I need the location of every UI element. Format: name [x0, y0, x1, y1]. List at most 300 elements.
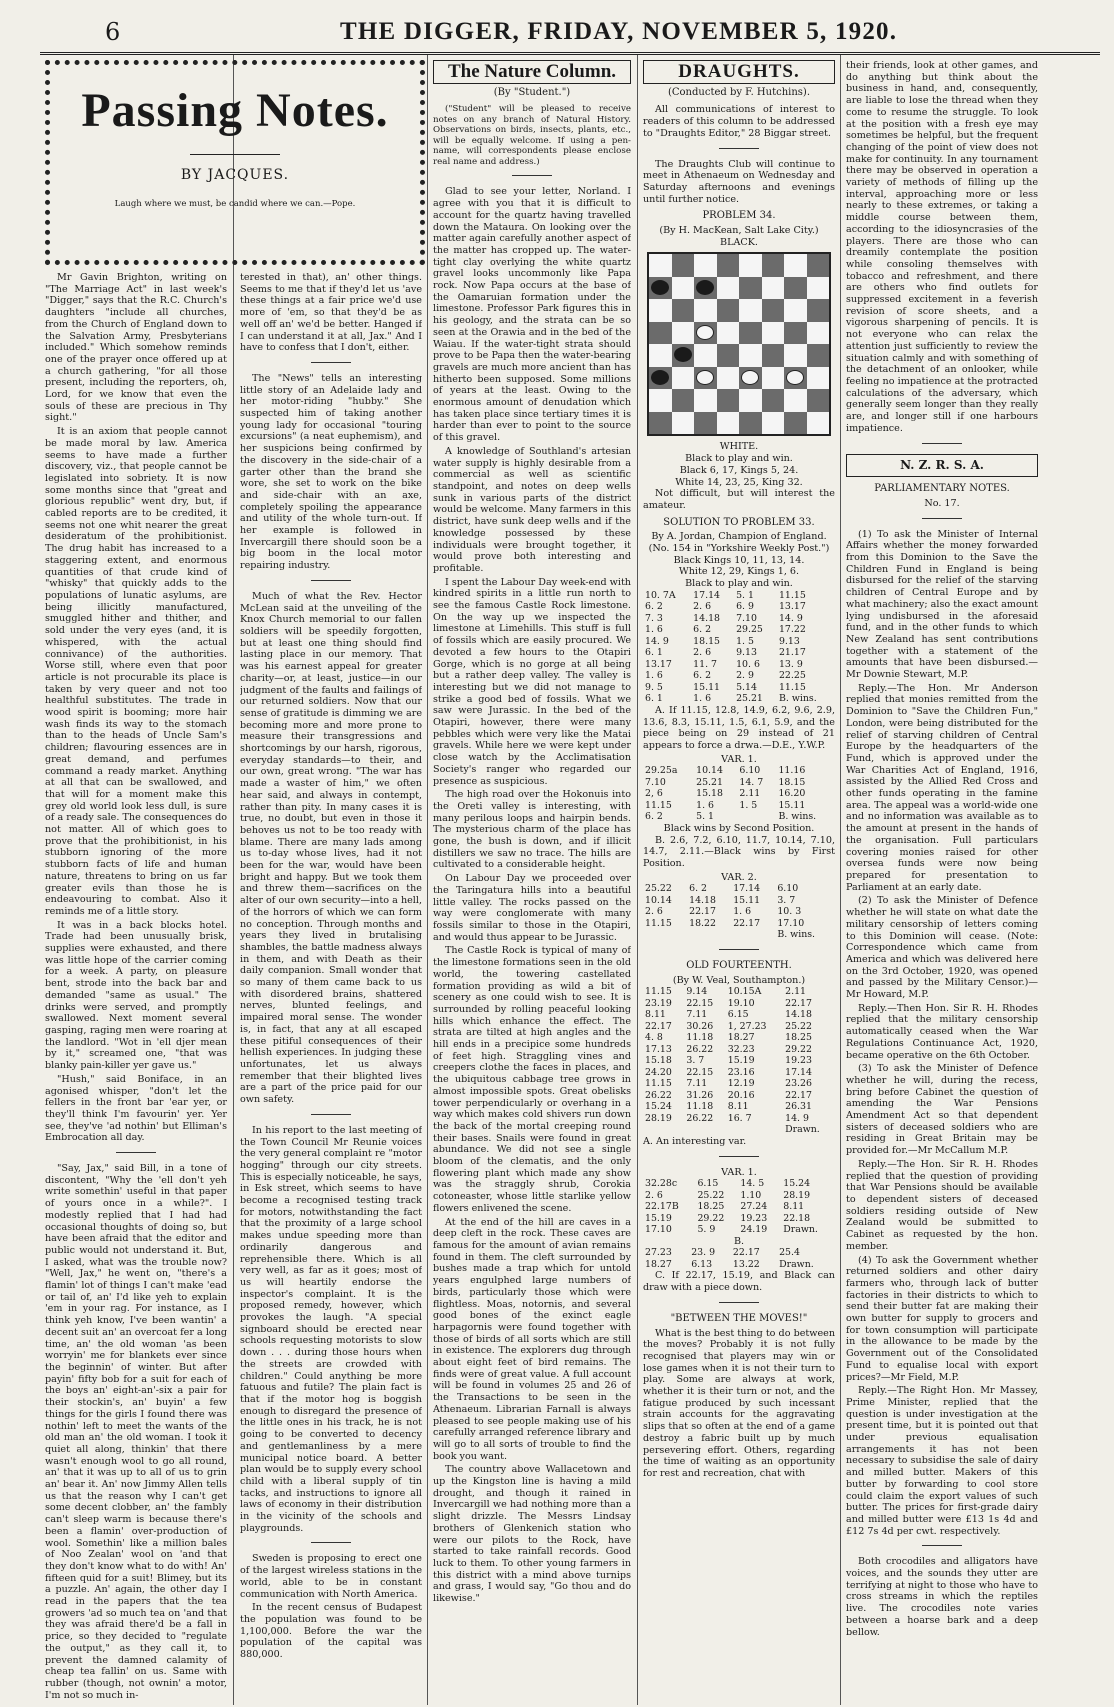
move-cell: 13.22	[732, 1258, 760, 1270]
board-square-10	[717, 299, 740, 322]
column-rule	[840, 55, 841, 1705]
variation-title: VAR. 1.	[721, 753, 757, 765]
moves-row	[643, 1113, 835, 1125]
article-paragraph: Reply.—The Hon. Sir R. H. Rhodes replied that the question of providing that War Pensions should be available to dependent sisters of deceased soldiers residing outside of New Zealand would be submitted to Cabinet as requested by the hon. member.	[846, 1158, 1038, 1252]
article-paragraph: (2) To ask the Minister of Defence whether he will state on what date the military censorship of letters coming to this Dominion will cease. (Note: Correspondence which came from America and which was delivered here on the 3rd October, 1920, was opened and passed by the Military Censor.)—Mr Howard, M.P.	[846, 895, 1038, 1001]
board-square-light	[649, 254, 672, 277]
move-cell: 22.17	[785, 1089, 812, 1101]
white-piece	[741, 370, 759, 385]
move-cell: 11. 7	[693, 658, 718, 670]
move-cell: 24.19	[740, 1224, 768, 1236]
solution-title: SOLUTION TO PROBLEM 33.	[663, 516, 815, 528]
moves-row	[643, 1090, 835, 1102]
moves-row	[643, 1044, 835, 1056]
moves-row	[643, 1178, 835, 1190]
move-cell: 6. 9	[736, 601, 754, 613]
board-square-21	[649, 367, 672, 390]
board-square-light	[762, 367, 785, 390]
move-cell: 1. 5	[736, 635, 754, 647]
move-cell: 13. 9	[778, 658, 803, 670]
white-piece	[696, 370, 714, 385]
column-rule	[427, 55, 428, 1705]
board-square-light	[762, 412, 785, 435]
moves-row	[643, 682, 835, 694]
board-square-5	[649, 277, 672, 300]
moves-table	[643, 765, 835, 823]
board-square-light	[649, 389, 672, 412]
move-cell: 15.11	[693, 681, 720, 693]
move-cell: 11.15	[778, 681, 806, 693]
solution-line: Black Kings 10, 11, 13, 14.	[673, 554, 805, 566]
move-cell: 6. 1	[645, 693, 663, 705]
move-cell: 17.10	[645, 1224, 672, 1236]
move-cell: 10.14	[696, 765, 723, 777]
article-paragraph: In his report to the last meeting of the Town Council Mr Reunie voices the very general complaint re "motor hogging" through our city streets. This is especially noticeable, he says, in Esk street, which seems to have become a recognised testing track for motors, notwithstanding the fact that the proximity of a large school makes undue speeding more than ordinarily dangerous and reprehensible there. Which is all very well, as far as it goes; most of us will heartily endorse the inspector's complaint. It is the proposed remedy, however, which provokes the laugh. "A special signboard should be erected near schools requesting motorists to slow down . . . during those hours when the streets are crowded with children." Could anything be more fatuous and futile? The plain fact is that if the motor hog is boggish enough to disregard the presence of the little ones in his track, he is not going to be converted to decency and gentlemanliness by a mere municipal notice board. A better plan would be to supply every school child with a liberal supply of tin tacks, and instructions to ignore all laws of economy in their distribution in the vicinity of the schools and playgrounds.	[240, 1124, 422, 1534]
draughts-club: The Draughts Club will continue to meet in Athenaeum on Wednesday and Saturday afternoons and evenings until further notice.	[643, 158, 835, 205]
move-cell: 15.24	[783, 1178, 811, 1190]
move-cell: 8.11	[645, 1009, 666, 1021]
board-square-light	[694, 344, 717, 367]
moves-table	[643, 986, 835, 1136]
move-cell: 8.11	[783, 1201, 805, 1213]
move-cell: 10. 6	[736, 658, 760, 670]
move-cell: Drawn.	[783, 1224, 818, 1236]
solution-line: White 12, 29, Kings 1, 6.	[678, 566, 800, 578]
move-cell: 15.18	[645, 1055, 672, 1067]
moves-row	[643, 601, 835, 613]
board-square-light	[717, 367, 740, 390]
move-cell: 15.19	[727, 1055, 755, 1067]
move-cell: 7.10	[736, 612, 757, 624]
move-cell: 4. 8	[645, 1032, 663, 1044]
board-square-2	[717, 254, 740, 277]
move-cell: 10.15A	[727, 986, 762, 998]
article-paragraph: Mr Gavin Brighton, writing on "The Marriage Act" in last week's "Digger," says that the R.C. Church's daughters "include all churches, from the Church of England down to the Salvation Army, Presbyterians included." Which somehow reminds one of the prayer once offered up at a church gathering, "for all those present, including the reporters, oh, Lord, for we know that even the souls of these are precious in Thy sight."	[45, 272, 227, 424]
move-cell: 7.11	[686, 1078, 708, 1090]
moves-row	[643, 929, 835, 941]
moves-table	[643, 883, 835, 941]
masthead	[40, 12, 1100, 55]
move-cell: 3. 7	[777, 894, 796, 906]
passing-notes-column-1	[45, 272, 227, 1702]
move-cell: 15.18	[696, 788, 723, 800]
moves-row	[643, 590, 835, 602]
move-cell: 11.18	[686, 1032, 714, 1044]
divider	[922, 443, 962, 444]
black-piece	[696, 280, 714, 295]
article-paragraph: Reply.—The Hon. Mr Anderson replied that monies remitted from the Dominion to "Save the Children Fun," London, were being distributed for the relief of starving children of Central Europe by the headquarters of the Fund, which is approved under the War Charities Act of England, 1916, assisted by the Allied Red Cross and other funds operating in the famine area. The appeal was a world-wide one and no information was available as to the amount at present in the hands of the organisation. Full particulars covering monies raised for other oversea funds were now being prepared for presentation to Parliament at an early date.	[846, 682, 1038, 893]
divider	[311, 1542, 351, 1543]
moves-row	[643, 693, 835, 705]
article-paragraph: It was in a back blocks hotel. Trade had been unusually brisk, supplies were exhausted, and there was little hope of the carrier coming for a week. A party, on pleasure bent, strode into the back bar and demanded "same as usual." The drinks were served, and promptly swallowed. Next moment several gasping, raging men were roaring at the landlord. "Wot in 'ell djer mean by it," screamed one, "that was blanky pain-killer yer gave us."	[45, 919, 227, 1072]
move-cell: 15.24	[645, 1101, 672, 1113]
move-cell: 17.14	[733, 883, 761, 895]
nature-column	[433, 60, 631, 1705]
move-cell: 8.11	[727, 1101, 749, 1113]
move-cell: 11.15	[645, 917, 672, 929]
board-square-light	[717, 277, 740, 300]
draughts-board	[647, 252, 831, 436]
between-title: "BETWEEN THE MOVES!"	[670, 1312, 808, 1324]
move-cell: 29.22	[697, 1212, 725, 1224]
board-square-light	[694, 299, 717, 322]
move-cell: 11.18	[686, 1101, 714, 1113]
move-cell: 30.26	[686, 1020, 714, 1032]
move-cell: 17.22	[778, 624, 806, 636]
move-cell: 7. 3	[645, 612, 663, 624]
move-cell: 22.17	[645, 1020, 672, 1032]
moves-row	[643, 624, 835, 636]
move-cell: 2. 6	[645, 1189, 663, 1201]
nzrsa-heading: N. Z. R. S. A.	[846, 454, 1038, 478]
article-paragraph: The country above Wallacetown and up the Kingston line is having a mild drought, and though it rained in Invercargill we had nothing more than a slight drizzle. The Messrs Lindsay brothers of Glenkenich station who were our pilots to the Rock, have started to take rainfall records. Good luck to them. To other young farmers in this district with a mind above turnips and grass, I would say, "Go thou and do likewise."	[433, 1464, 631, 1605]
passing-notes-title: Passing Notes.	[81, 84, 389, 137]
move-cell: 3. 7	[686, 1055, 705, 1067]
draughts-column	[643, 60, 835, 1705]
board-square-12	[807, 299, 830, 322]
draughts-note: B. 2.6, 7.2, 6.10, 11.7, 10.14, 7.10, 14.7, 2.11.—Black wins by First Position.	[643, 834, 835, 869]
divider	[719, 1156, 759, 1157]
article-paragraph: Glad to see your letter, Norland. I agree with you that it is difficult to account for the quartz having travelled down the Mataura. On looking over the matter again carefully another aspect of the matter has cropped up. The water-tight clay overlying the white quartz gravel looks uncommonly like Papa rock. Now Papa occurs at the base of the Oamaruian formation under the limestone. Professor Park figures this in his geology, and the strata can be so seen at the Orawia and in the bed of the Waiau. If the water-tight strata should prove to be Papa then the water-bearing gravels are much more ancient than has hitherto been supposed. Some millions of years at the least. Owing to the enormous amount of denudation which has taken place since tertiary times it is harder than ever to point to the source of this gravel.	[433, 186, 631, 444]
moves-row	[643, 765, 835, 777]
move-cell: 1. 6	[645, 670, 663, 682]
parliamentary-number: No. 17.	[924, 497, 960, 509]
moves-table	[643, 1178, 835, 1236]
divider	[512, 175, 552, 176]
divider	[922, 1545, 962, 1546]
article-paragraph: terested in that), an' other things. Seems to me that if they'd let us 'ave these things at a fair price we'd use more of 'em, so that they'd be as well off an' we'd be better. Hanged if I can understand it at all, Jax." And I have to confess that I don't, either.	[240, 272, 422, 354]
move-cell: 9.13	[778, 635, 800, 647]
article-paragraph: Both crocodiles and alligators have voices, and the sounds they utter are terrifying at night to those who have to cross streams in which the reptiles live. The crocodiles note varies between a hoarse bark and a deep bellow.	[846, 1556, 1038, 1638]
move-cell: 18.27	[645, 1258, 672, 1270]
move-cell: 11.15	[778, 589, 806, 601]
problem-title: PROBLEM 34.	[702, 210, 776, 222]
move-cell: 18.22	[689, 917, 716, 929]
problem-byline: (By H. MacKean, Salt Lake City.)	[659, 225, 819, 237]
nature-title: The Nature Column.	[447, 61, 617, 82]
article-paragraph: In the recent census of Budapest the population was found to be 1,100,000. Before the war the population of the capital was 880,000.	[240, 1602, 422, 1661]
move-cell: 9.13	[736, 647, 757, 659]
move-cell: 10. 3	[777, 906, 802, 918]
board-square-16	[784, 322, 807, 345]
move-cell: 20.16	[727, 1089, 755, 1101]
move-cell: 6.15	[697, 1178, 719, 1190]
moves-row	[643, 613, 835, 625]
board-square-light	[739, 254, 762, 277]
move-cell: 9.14	[686, 986, 708, 998]
move-cell	[726, 1124, 783, 1136]
move-cell: 17.14	[785, 1066, 812, 1078]
passing-notes-motto: Laugh where we must, be candid where we can.—Pope.	[114, 199, 356, 209]
move-cell: 15.11	[778, 799, 806, 811]
black-piece	[651, 280, 669, 295]
move-cell: 1, 27.23	[727, 1020, 767, 1032]
article-paragraph: (4) To ask the Government whether returned soldiers and other dairy farmers who, through lack of butter factories in their districts to which to send their butter fat are making their own butter for supply to grocers and for town consumption will participate in the allowance to be made by the Government out of the Consolidated Fund to equalise local with export prices?—Mr Field, M.P.	[846, 1254, 1038, 1383]
fourteenth-title: OLD FOURTEENTH.	[686, 959, 792, 971]
divider	[311, 1114, 351, 1115]
divider	[311, 580, 351, 581]
draughts-note: A. An interesting var.	[643, 1135, 747, 1147]
article-paragraph: Reply.—The Right Hon. Mr Massey, Prime Minister, replied that the question is under investigation at the present time, but it is pointed out that under previous equalisation arrangements it has not been necessary to subsidise the sale of dairy and milled butter. Makers of this butter by forwarding to cool store could claim the export values of such butter. The prices for first-grade dairy and milled butter were £13 1s 4d and £12 7s 4d per cwt. respectively.	[846, 1385, 1038, 1537]
moves-table	[643, 1247, 835, 1270]
move-cell: 6. 1	[645, 647, 663, 659]
move-cell: 32.23	[727, 1043, 755, 1055]
moves-row	[643, 659, 835, 671]
move-cell: 17.10	[777, 917, 805, 929]
draughts-note: C. If 22.17, 15.19, and Black can draw with a piece down.	[643, 1270, 835, 1294]
white-piece	[696, 325, 714, 340]
passing-notes-byline: BY JACQUES.	[180, 167, 290, 183]
move-cell: 2. 6	[645, 906, 663, 918]
moves-row	[643, 1259, 835, 1271]
nature-heading-box	[433, 60, 631, 84]
board-square-27	[762, 389, 785, 412]
move-cell: 22.17	[785, 997, 812, 1009]
move-cell: 22.25	[778, 670, 806, 682]
draughts-title: DRAUGHTS.	[678, 61, 800, 82]
variation-note: Black wins by Second Position.	[663, 822, 815, 834]
board-square-24	[784, 367, 807, 390]
move-cell: 14. 9	[645, 635, 669, 647]
move-cell: 18.25	[697, 1201, 725, 1213]
move-cell: 13.17	[645, 658, 672, 670]
move-cell: B. wins.	[778, 811, 817, 823]
board-square-30	[694, 412, 717, 435]
move-cell: 1. 5	[739, 799, 758, 811]
move-cell: 29.25	[736, 624, 763, 636]
moves-table	[643, 590, 835, 705]
move-cell: 24.20	[645, 1066, 672, 1078]
move-cell: 19.23	[740, 1212, 768, 1224]
move-cell: 10. 7A	[645, 589, 676, 601]
divider	[719, 949, 759, 950]
moves-row	[643, 986, 835, 998]
variation-title: B.	[733, 1235, 745, 1247]
move-cell: 17.14	[693, 589, 720, 601]
move-cell: 2. 6	[693, 647, 712, 659]
page-number: 6	[105, 18, 121, 46]
divider	[311, 362, 351, 363]
solution-line: (No. 154 in "Yorkshire Weekly Post.")	[648, 543, 830, 555]
moves-row	[643, 1224, 835, 1236]
board-square-light	[807, 277, 830, 300]
move-cell: 31.26	[686, 1089, 714, 1101]
board-square-14	[694, 322, 717, 345]
position-line: Black 6, 17, Kings 5, 24.	[679, 464, 799, 476]
moves-row	[643, 1190, 835, 1202]
move-cell: 11.15	[645, 799, 672, 811]
article-paragraph: At the end of the hill are caves in a deep cleft in the rock. These caves are famous for the amount of avian remains found in them. The cleft surrounded by bushes made a trap which for untold years engulphed large numbers of birds, particularly those which were flightless. Moas, notornis, and several good bones of the exinct eagle harpagornis were found together with those of birds of all sorts which are still in existence. The explorers dug through about eight feet of bird remains. The finds were of great value. A full account will be found in volumes 25 and 26 of the Transactions to be seen in the Athenaeum. Librarian Farnall is always pleased to see people making use of his carefully arranged reference library and will go to all sorts of trouble to find the book you want.	[433, 1216, 631, 1462]
article-paragraph: The "News" tells an interesting little story of an Adelaide lady and her motor-riding "hubby." She suspected him of taking another young lady for occasional "touring excursions" (a neat euphemism), and her suspicions being confirmed by the discovery in the side-chair of a garter other than the brand she wore, she set to work on the bike and side-chair with an axe, completely spoiling the appearance and utility of the whole turn-out. If her example is followed in Invercargill there should soon be a big boom in the local motor repairing industry.	[240, 372, 422, 572]
move-cell: 19.10	[727, 997, 755, 1009]
board-square-light	[807, 322, 830, 345]
board-square-8	[784, 277, 807, 300]
board-square-light	[739, 389, 762, 412]
moves-row	[643, 1067, 835, 1079]
board-square-light	[672, 277, 695, 300]
move-cell	[687, 929, 731, 941]
nature-byline: (By "Student.")	[493, 86, 571, 98]
board-square-light	[739, 344, 762, 367]
variation-title: VAR. 1.	[721, 1166, 757, 1178]
article-paragraph: Much of what the Rev. Hector McLean said at the unveiling of the Knox Church memorial to our fallen soldiers will be speedily forgotten, but at least one thing should find lasting place in our memory. That was his earnest appeal for greater charity—or, at least, justice—in our judgment of the faults and failings of our returned soldiers. Now that our sense of gratitude is dimming we are becoming more and more prone to measure their transgressions and shortcomings by our harsh, rigorous, everyday standards—to their, and our own, great wrong. "The war has made a waster of him," we often hear said, and always in contempt, rather than pity. In many cases it is true, no doubt, but even in those it behoves us not to be too ready with blame. There are many lads among us to-day whose lives, had it not been for the war, would have been bright and happy. But we took them and threw them—sacrifices on the alter of our own security—into a hell, of the horrors of which we can form no conception. Through months and years they lived in brutalising shambles, the battle madness always in them, and with Death as their daily companion. Small wonder that so many of them came back to us with disordered brains, shattered nerves, blunted feelings, and impaired moral sense. The wonder is, in fact, that any at all escaped these pitiful consequences of their hellish experiences. In judging these unfortunates, let us always remember that their blighted lives are a part of the price paid for our own safety.	[240, 590, 422, 1106]
column-rule	[637, 55, 638, 1705]
move-cell: 2. 9	[736, 670, 754, 682]
passing-notes-header	[45, 60, 425, 265]
move-cell: 26.22	[645, 1089, 672, 1101]
black-label: BLACK.	[720, 236, 758, 248]
board-square-32	[784, 412, 807, 435]
move-cell: 18.27	[727, 1032, 755, 1044]
draughts-byline: (Conducted by F. Hutchins).	[667, 86, 810, 98]
move-cell: 22.15	[686, 997, 714, 1009]
move-cell: 2.11	[739, 788, 761, 800]
board-square-light	[649, 299, 672, 322]
position-line: White 14, 23, 25, King 32.	[675, 476, 803, 488]
move-cell: 19.23	[785, 1055, 812, 1067]
move-cell: 2.11	[785, 986, 806, 998]
board-square-26	[717, 389, 740, 412]
move-cell: 13.17	[778, 601, 806, 613]
black-piece	[651, 370, 669, 385]
move-cell: 25.22	[785, 1020, 812, 1032]
moves-row	[643, 1124, 835, 1136]
moves-row	[643, 906, 835, 918]
move-cell: 5. 1	[736, 589, 754, 601]
article-paragraph: The Castle Rock is typical of many of the limestone formations seen in the old world, the towering castellated formation providing as wild a bit of scenery as one could wish to see. It is surrounded by rolling peaceful looking hills which enhance the effect. The strata are tilted at high angles and the hill ends in a precipice some hundreds of feet high. Straggling vines and creepers clothe the faces in places, and the ubiquitous cabbage tree grows in almost impossible spots. Great obelisks tower perpendicularly or overhang in a way which makes cold shivers run down the back of the mortal creeping round their bases. Snails were found in great abundance. We did not see a single bloom of the clematis, and the only flowering plant which made any show was the straggly shrub, Corokia cotoneaster, whose little starlike yellow flowers enlivened the scene.	[433, 945, 631, 1214]
board-square-light	[807, 367, 830, 390]
passing-notes-column-2	[240, 272, 422, 1702]
move-cell: 23.16	[727, 1066, 755, 1078]
article-paragraph: "Say, Jax," said Bill, in a tone of discontent, "Why the 'ell don't yeh write somethin' useful in that paper of yours once in a while?". I modestly replied that I had had occasional thoughts of doing so, but have been afraid that the editor and public would not understand it. But, I asked, what was the trouble now? "Well, Jax," he went on, "there's a flamin' lot of things I can't make 'ead or tail of, an' I'd like yeh to explain 'em in your rag. For instance, as I think yeh know, I've been wantin' a decent suit an' an overcoat fer a long time, an' the old woman 'as been worryin' me for blankets ever since the beginnin' of winter. But after payin' fifty bob for a suit for each of the boys an' eight-an'-six a pair for their stockin's, an' buyin' a few things for the girls I found there was nothin' left to meet the wants of the old man an' the old woman. I took it quiet all along, thinkin' that there wasn't enough wool to go all round, an' that it was up to all of us to grin an' bear it. An' now Jimmy Allen tells us that the reason why I can't get some decent clobber, an' the fambly can't sleep warm is because there's been a flamin' over-production of wool. Somethin' like a million bales of Noo Zealan' wool on 'and that they don't know what to do with! An' fifteen quid for a suit! Blimey, but its a puzzle. An' again, the other day I read in the papers that the tea growers 'ad so much tea on 'and that they was afraid there'd be a fall in price, so they decided to "regulate the output," as they call it, to prevent the damned calamity of cheap tea fallin' on us. Same with rubber (though, not ownin' a motor, I'm not so much in-	[45, 1163, 227, 1701]
move-cell: 25.22	[645, 883, 672, 895]
board-square-22	[694, 367, 717, 390]
article-paragraph: I spent the Labour Day week-end with kindred spirits in a little run north to see the famous Castle Rock limestone. On the way up we inspected the limestone at Limehills. This stuff is full of fossils which are easily procured. We devoted a few hours to the Otapiri Gorge, which is no gorge at all being but a rather deep valley. The valley is interesting but we did not manage to strike a good bed of fossils. What we saw were Jurassic. In the bed of the Otapiri, however, there were many pebbles which were very like the Matai gravels. While here we were kept under close watch by the Acclimatisation Society's ranger who regarded our presence as suspicious.	[433, 576, 631, 787]
black-piece	[674, 347, 692, 362]
white-piece	[786, 370, 804, 385]
moves-row	[643, 998, 835, 1010]
board-square-light	[717, 412, 740, 435]
move-cell: 25.4	[779, 1247, 800, 1259]
move-cell	[643, 1124, 684, 1136]
board-square-11	[762, 299, 785, 322]
move-cell: 29.25a	[645, 765, 678, 777]
move-cell: 18.15	[693, 635, 720, 647]
article-paragraph: It is an axiom that people cannot be made moral by law. America seems to have made a further discovery, viz., that people cannot be legislated into sobriety. It is now some months since that "great and glorious republic" went dry, but, if cabled reports are to be credited, it seems not one whit nearer the great desideratum of the prohibitionist. The drug habit has increased to a staggering extent, and enormous quantities of that crude kind of "whisky" that quickly adds to the populations of lunatic asylums, are being illicitly manufactured, smuggled hither and thither, and sold under the very eyes (and, it is whispered, with the actual connivance) of the authorities. Worse still, where even that poor article is not procurable its place is taken by very queer and not too healthful substitutes. The trade in wood spirit is booming; more hair wash finds its way to the stomach than to the heads of Uncle Sam's children; flavouring essences are in great demand, and perfumes command a ready market. Anything at all that can be swallowed, and that will for a moment make this grey old world look less dull, is sure of a ready sale. The consequences do not matter. All of which goes to prove that the prohibitionist, in his stubborn ignoring of the more stubborn facts of life and human nature, threatens to bring on us far greater evils than those he is endeavouring to combat. Also it reminds me of a little story.	[45, 426, 227, 917]
moves-row	[643, 777, 835, 789]
board-square-light	[762, 322, 785, 345]
board-square-light	[694, 254, 717, 277]
newspaper-title: THE DIGGER, FRIDAY, NOVEMBER 5, 1920.	[340, 18, 898, 45]
move-cell: 6. 2	[689, 883, 707, 895]
board-square-light	[807, 412, 830, 435]
board-square-29	[649, 412, 672, 435]
board-square-light	[717, 322, 740, 345]
article-paragraph: The high road over the Hokonuis into the Oreti valley is interesting, with many perilous loops and hairpin bends. The mysterious charm of the place has gone, the bush is down, and if illicit distillers we saw no trace. The hills are cultivated to a considerable height.	[433, 789, 631, 871]
move-cell: 5.14	[736, 681, 757, 693]
article-paragraph: their friends, look at other games, and do anything but think about the business in hand, and, consequently, are liable to lose the thread when they come to resume the struggle. To look at the position with a fresh eye may sometimes be helpful, but the frequent changing of the point of view does not make for continuity. In any tournament there may be observed in operation a variety of methods of filling up the interval, approaching more or less nearly to these extremes, or taking a middle course between them, according to the idiosyncrasies of the players. There are those who can dreamily contemplate the position while consoling themselves with tobacco and refreshment, and there are others who find outlets for suppressed excitement in a feverish revision of score sheets, and a vigorous sharpening of pencils. It is not everyone who can relax the attention just sufficiently to review the situation calmly and with something of the detachment of an onlooker, while feeling no impatience at the protracted calculations of the adversary, which generally seem longer than they really are, and longer still if one harbours impatience.	[846, 60, 1038, 434]
board-square-23	[739, 367, 762, 390]
board-square-light	[784, 299, 807, 322]
move-cell: 25.21	[736, 693, 763, 705]
move-cell: 15.11	[733, 894, 761, 906]
article-paragraph: A knowledge of Southland's artesian water supply is highly desirable from a commercial as well as scientific standpoint, and notes on deep wells sunk in various parts of the district would be welcome. Many farmers in this district, have sunk deep wells and if the knowledge possessed by these individuals were brought together, it would prove both interesting and profitable.	[433, 445, 631, 574]
board-square-7	[739, 277, 762, 300]
move-cell	[737, 811, 776, 823]
move-cell: 5. 1	[696, 811, 714, 823]
board-square-light	[672, 412, 695, 435]
move-cell: 11.15	[645, 1078, 672, 1090]
move-cell: 25.21	[696, 776, 723, 788]
board-square-4	[807, 254, 830, 277]
board-square-light	[739, 299, 762, 322]
move-cell: 17.13	[645, 1043, 672, 1055]
board-square-31	[739, 412, 762, 435]
move-cell: 5. 9	[697, 1224, 716, 1236]
move-cell: 23. 9	[691, 1247, 716, 1259]
move-cell: 22.17	[732, 1247, 760, 1259]
parliamentary-column	[846, 60, 1038, 1705]
move-cell: 11.15	[645, 986, 672, 998]
move-cell: 6.10	[777, 883, 799, 895]
draughts-intro: All communications of interest to readers of this column to be addressed to "Draughts Editor," 28 Biggar street.	[643, 104, 835, 139]
move-cell: 16.20	[778, 788, 806, 800]
move-cell: 27.23	[645, 1247, 672, 1259]
move-cell: 14.18	[785, 1009, 812, 1021]
move-cell: 15.19	[645, 1212, 672, 1224]
divider	[190, 154, 280, 155]
moves-row	[643, 1021, 835, 1033]
move-cell: 2, 6	[645, 788, 663, 800]
move-cell: 6. 2	[645, 811, 663, 823]
article-paragraph: On Labour Day we proceeded over the Taringatura hills into a beautiful little valley. The rocks passed on the way were conglomerate with many fossils similar to those in the Otapiri, and would thus appear to be Jurassic.	[433, 873, 631, 943]
move-cell: 14. 5	[740, 1178, 765, 1190]
move-cell: 14. 9	[778, 612, 803, 624]
board-square-light	[762, 277, 785, 300]
move-cell: 27.24	[740, 1201, 768, 1213]
variation-title: VAR. 2.	[721, 871, 757, 883]
move-cell: 22.17B	[645, 1201, 679, 1213]
moves-row	[643, 1247, 835, 1259]
moves-row	[643, 883, 835, 895]
move-cell: 1. 6	[696, 799, 714, 811]
move-cell: 28.19	[645, 1112, 672, 1124]
move-cell: 7.10	[645, 776, 666, 788]
board-square-light	[672, 322, 695, 345]
board-square-1	[672, 254, 695, 277]
board-square-6	[694, 277, 717, 300]
move-cell: 18.25	[785, 1032, 812, 1044]
move-cell: 11.16	[778, 765, 806, 777]
moves-row	[643, 636, 835, 648]
move-cell: 1.10	[740, 1189, 762, 1201]
move-cell: 1. 6	[645, 624, 663, 636]
move-cell: 14. 9	[785, 1112, 809, 1124]
moves-row	[643, 1055, 835, 1067]
board-square-9	[672, 299, 695, 322]
move-cell	[684, 1124, 725, 1136]
parliamentary-title: PARLIAMENTARY NOTES.	[874, 483, 1010, 495]
move-cell: 6. 2	[645, 601, 663, 613]
moves-row	[643, 811, 835, 823]
board-square-20	[807, 344, 830, 367]
moves-row	[643, 800, 835, 812]
divider	[116, 1152, 156, 1153]
article-paragraph: "Hush," said Boniface, in an agonised whisper, "don't let the fellers in the front bar 'ear yer, or they'll think I'm favourin' yer. Yer see, they've 'ad nothin' but Elliman's Embrocation all day.	[45, 1073, 227, 1144]
position-line: Black to play and win.	[685, 453, 793, 465]
move-cell: Drawn.	[779, 1258, 814, 1270]
moves-row	[643, 670, 835, 682]
